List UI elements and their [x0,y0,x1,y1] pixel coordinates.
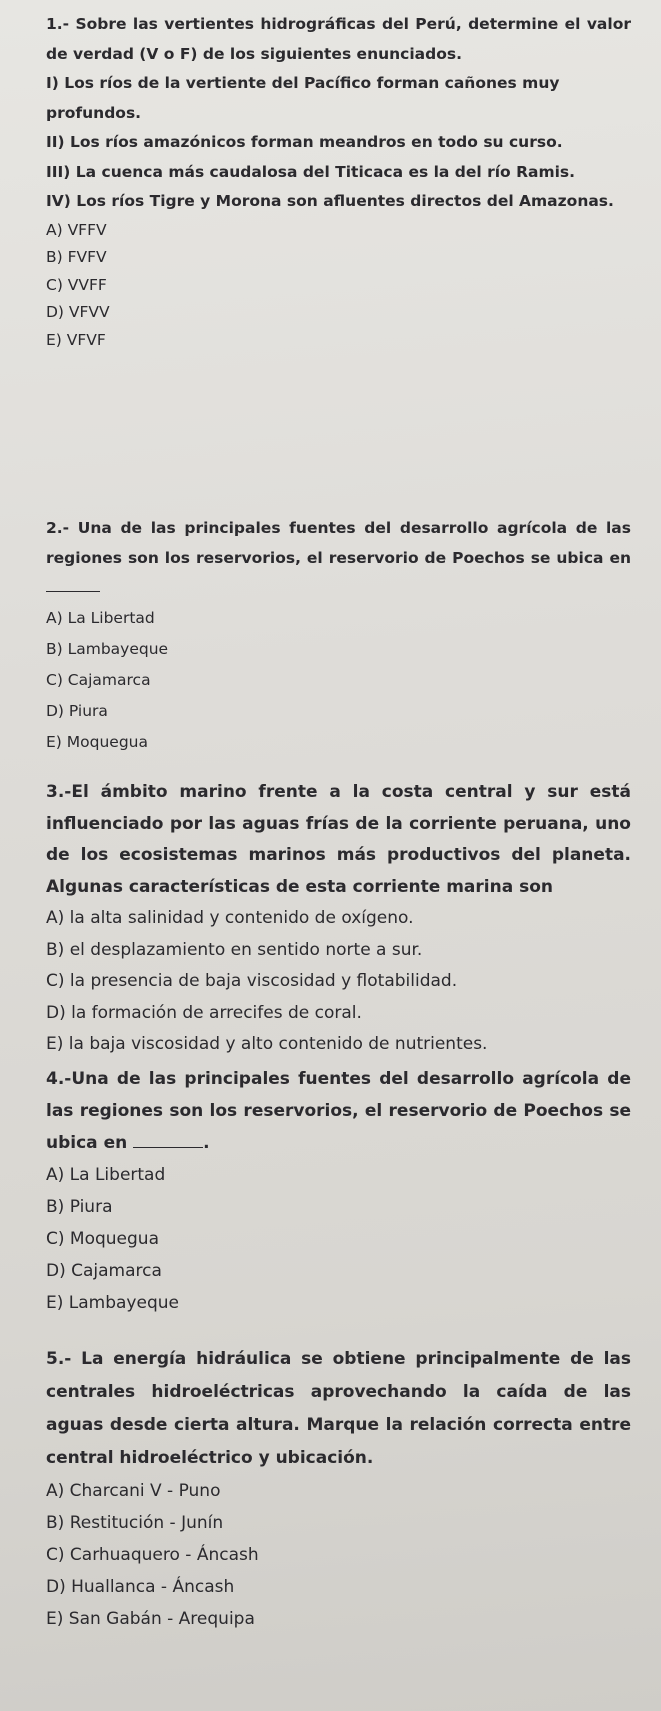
question-1-statement: I) Los ríos de la vertiente del Pacífico forman cañones muy profundos. [46,74,560,122]
question-5-stem: 5.- La energía hidráulica se obtiene principalmente de las centrales hidroeléctricas aprovechando la caída de las aguas desde cierta altura. Marque la relación correcta entre central hidroeléctrico y ubicación. [46,1349,631,1468]
question-1-option-a: A) VFFV [46,220,107,239]
question-3-option-d: D) la formación de arrecifes de coral. [46,1002,362,1023]
question-1 [46,10,631,354]
question-4-stem [46,1063,631,1159]
question-2-stem-text: 2.- Una de las principales fuentes del desarrollo agrícola de las regiones son los reservorios, el reservorio de Poechos se ubica en [46,519,631,567]
question-5-option-c: C) Carhuaquero - Áncash [46,1545,259,1565]
question-1-option-c: C) VVFF [46,275,107,294]
question-5-option-b: B) Restitución - Junín [46,1513,224,1533]
question-3-option-e: E) la baja viscosidad y alto contenido de nutrientes. [46,1034,488,1054]
question-4-option-e: E) Lambayeque [46,1293,179,1313]
question-3 [46,777,631,1061]
question-2-option-b: B) Lambayeque [46,639,169,658]
question-1-option-b: B) FVFV [46,248,107,266]
question-1-statement: IV) Los ríos Tigre y Morona son afluentes directos del Amazonas. [46,192,614,210]
question-1-option-e: E) VFVF [46,330,106,349]
question-4-stem-text: 4.-Una de las principales fuentes del desarrollo agrícola de las regiones son los reservorios, el reservorio de Poechos se ubica en [46,1069,631,1153]
question-5-option-d: D) Huallanca - Áncash [46,1577,235,1597]
question-4-option-a: A) La Libertad [46,1165,166,1185]
answer-blank [133,1130,203,1148]
question-3-option-b: B) el desplazamiento en sentido norte a sur. [46,939,423,960]
question-3-stem: 3.-El ámbito marino frente a la costa central y sur está influenciado por las aguas frías de la corriente peruana, uno de los ecosistemas marinos más productivos del planeta. Algunas características de esta corriente marina son [46,782,631,897]
question-1-statement: II) Los ríos amazónicos forman meandros en todo su curso. [46,133,563,151]
question-3-option-a: A) la alta salinidad y contenido de oxígeno. [46,908,414,928]
question-1-option-d: D) VFVV [46,303,110,321]
question-2-option-c: C) Cajamarca [46,670,151,689]
question-3-option-c: C) la presencia de baja viscosidad y flotabilidad. [46,971,458,991]
question-4-option-b: B) Piura [46,1197,113,1217]
question-4-option-d: D) Cajamarca [46,1261,162,1281]
question-2 [46,514,631,758]
question-4 [46,1063,631,1319]
question-5 [46,1343,631,1635]
question-2-option-d: D) Piura [46,701,108,720]
question-4-option-c: C) Moquegua [46,1229,159,1249]
question-4-stem-end: . [203,1133,210,1153]
question-5-option-e: E) San Gabán - Arequipa [46,1609,255,1629]
question-5-option-a: A) Charcani V - Puno [46,1481,221,1501]
question-2-option-e: E) Moquegua [46,732,148,751]
question-2-stem [46,514,631,603]
answer-blank [46,576,100,593]
question-1-statement: III) La cuenca más caudalosa del Titicaca es la del río Ramis. [46,162,576,181]
question-1-stem: 1.- Sobre las vertientes hidrográficas del Perú, determine el valor de verdad (V o F) de los siguientes enunciados. [46,15,631,63]
question-2-option-a: A) La Libertad [46,608,155,627]
